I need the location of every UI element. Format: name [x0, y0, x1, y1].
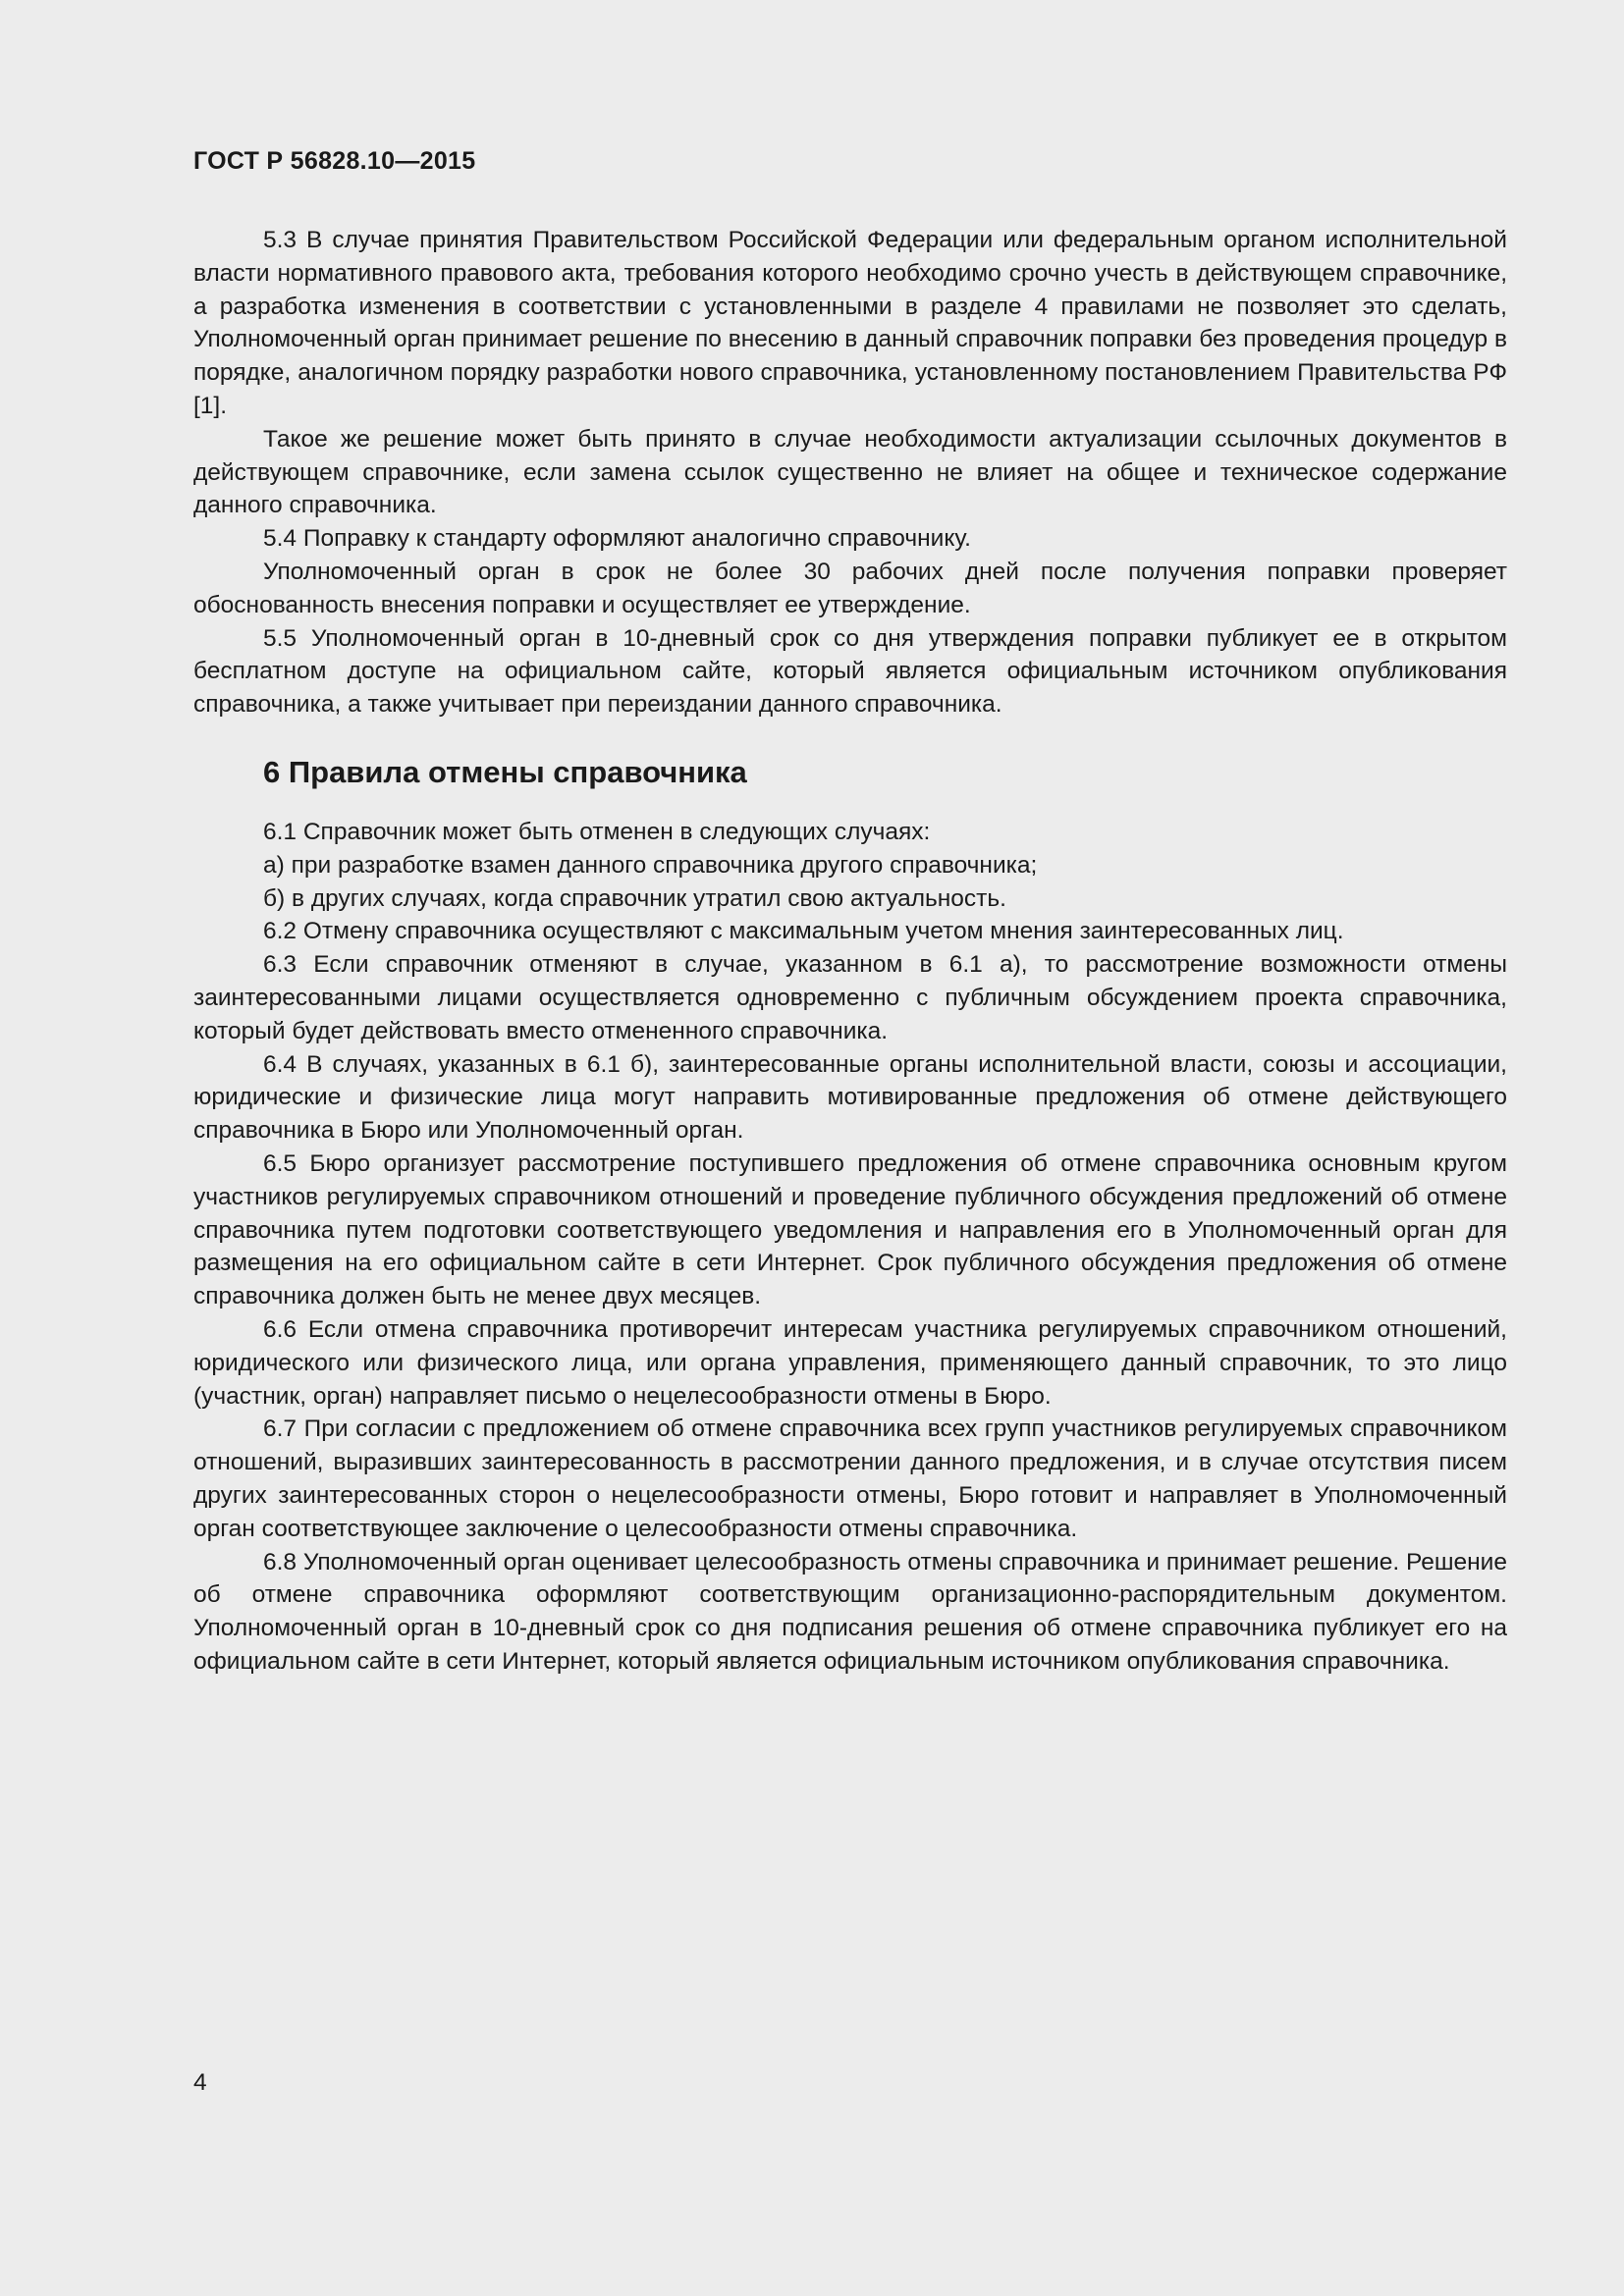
paragraph-6-1: 6.1 Справочник может быть отменен в следующих случаях: [263, 819, 931, 845]
paragraph-6-2: 6.2 Отмену справочника осуществляют с максимальным учетом мнения заинтересованных лиц. [263, 918, 1344, 945]
document-code-header: ГОСТ Р 56828.10—2015 [193, 147, 476, 175]
paragraph-6-4: 6.4 В случаях, указанных в 6.1 б), заинтересованные органы исполнительной власти, союзы и ассоциации, юридические и физические лица могут направить мотивированные предложения об отмене действующего справочника в Бюро или Уполномоченный орган. [193, 1050, 1507, 1145]
paragraph-5-4: 5.4 Поправку к стандарту оформляют аналогично справочнику. [263, 525, 971, 553]
paragraph-6-8: 6.8 Уполномоченный орган оценивает целесообразность отмены справочника и принимает решение. Решение об отмене справочника оформляют соответствующим организационно-распорядительным документом. Уполномоченный орган в 10-дневный срок со дня подписания решения об отмене справочника публикует его на официальном сайте в сети Интернет, который является официальным источником опубликования справочника. [193, 1548, 1507, 1675]
paragraph-6-3: 6.3 Если справочник отменяют в случае, указанном в 6.1 а), то рассмотрение возможности отмены заинтересованными лицами осуществляется одновременно с публичным обсуждением проекта справочника, который будет действовать вместо отмененного справочника. [193, 951, 1507, 1044]
section-5-body [193, 224, 1507, 721]
paragraph-6-5: 6.5 Бюро организует рассмотрение поступившего предложения об отмене справочника основным кругом участников регулируемых справочником отношений и проведение публичного обсуждения предложений об отмене справочника путем подготовки соответствующего уведомления и направления его в Уполномоченный орган для размещения на его официальном сайте в сети Интернет. Срок публичного обсуждения предложения об отмене справочника должен быть не менее двух месяцев. [193, 1149, 1507, 1310]
paragraph-6-7: 6.7 При согласии с предложением об отмене справочника всех групп участников регулируемых справочником отношений, выразивших заинтересованность в рассмотрении данного предложения, и в случае отсутствия писем других заинтересованных сторон о нецелесообразности отмены, Бюро готовит и направляет в Уполномоченный орган соответствующее заключение о целесообразности отмены справочника. [193, 1415, 1507, 1542]
paragraph-5-4-continued: Уполномоченный орган в срок не более 30 рабочих дней после получения поправки проверяет обоснованность внесения поправки и осуществляет ее утверждение. [193, 558, 1507, 618]
paragraph-6-6: 6.6 Если отмена справочника противоречит интересам участника регулируемых справочником отношений, юридического или физического лица, или органа управления, применяющего данный справочник, то это лицо (участник, орган) направляет письмо о нецелесообразности отмены в Бюро. [193, 1315, 1507, 1410]
section-6-body [193, 816, 1507, 1679]
list-item-6-1-a: а) при разработке взамен данного справочника другого справочника; [263, 851, 1038, 879]
section-6-heading: 6 Правила отмены справочника [263, 755, 747, 789]
paragraph-5-5: 5.5 Уполномоченный орган в 10-дневный срок со дня утверждения поправки публикует ее в открытом бесплатном доступе на официальном сайте, который является официальным источником опубликования справочника, а также учитывает при переиздании данного справочника. [193, 624, 1507, 719]
paragraph-5-3-continued: Такое же решение может быть принято в случае необходимости актуализации ссылочных документов в действующем справочнике, если замена ссылок существенно не влияет на общее и техническое содержание данного справочника. [193, 425, 1507, 519]
paragraph-5-3: 5.3 В случае принятия Правительством Российской Федерации или федеральным органом исполнительной власти нормативного правового акта, требования которого необходимо срочно учесть в действующем справочнике, а разработка изменения в соответствии с установленными в разделе 4 правилами не позволяет это сделать, Уполномоченный орган принимает решение по внесению в данный справочник поправки без проведения процедур в порядке, аналогичном порядку разработки нового справочника, установленному постановлением Правительства РФ [1]. [193, 227, 1507, 419]
list-item-6-1-b: б) в других случаях, когда справочник утратил свою актуальность. [263, 884, 1006, 912]
page-number: 4 [193, 2069, 207, 2096]
